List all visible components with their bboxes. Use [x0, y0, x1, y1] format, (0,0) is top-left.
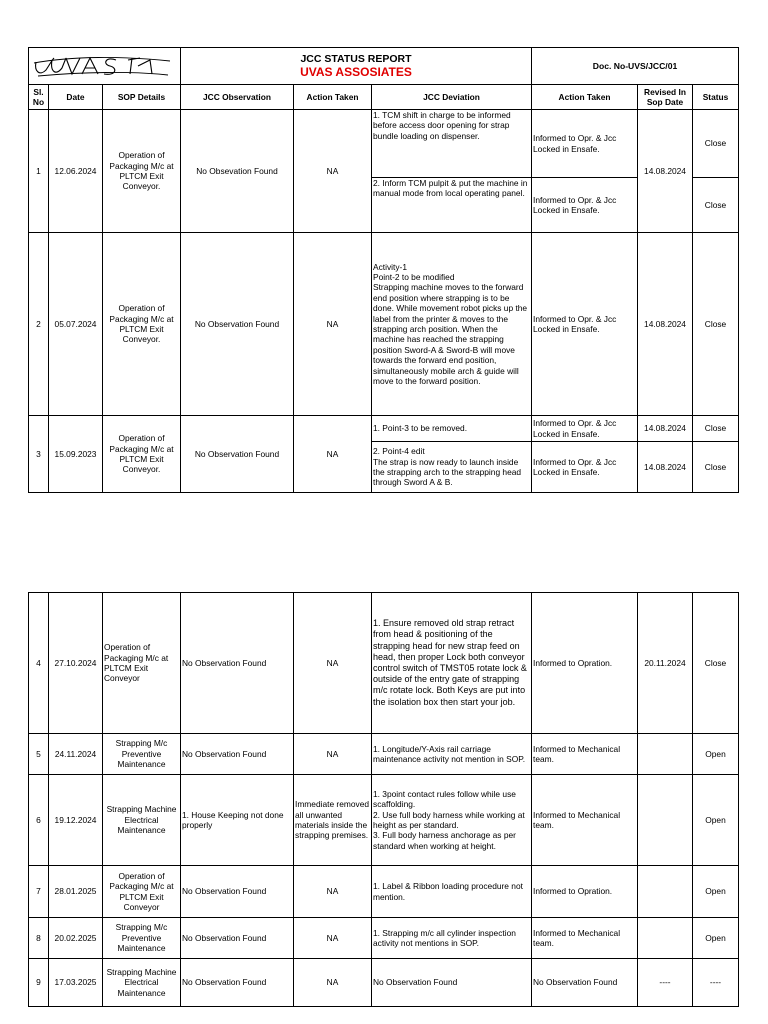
- cell-status: Close: [693, 233, 739, 416]
- table-row: [29, 959, 739, 1007]
- cell-revised-date: 14.08.2024: [638, 416, 693, 442]
- cell-action: NA: [294, 233, 372, 416]
- cell-revised-date: 20.11.2024: [638, 593, 693, 734]
- cell-sop: Strapping M/c Preventive Maintenance: [103, 734, 181, 775]
- table-row: [29, 233, 739, 416]
- cell-observation: No Observation Found: [181, 918, 294, 959]
- cell-observation: 1. House Keeping not done properly: [181, 775, 294, 866]
- cell-date: 17.03.2025: [49, 959, 103, 1007]
- cell-status: Open: [693, 775, 739, 866]
- deviation-line: 3. Full body harness anchorage as per standard when working at height.: [373, 830, 516, 851]
- cell-action-taken: Informed to Mechanical team.: [532, 918, 638, 959]
- cell-date: 20.02.2025: [49, 918, 103, 959]
- cell-sop: Operation of Packaging M/c at PLTCM Exit Conveyor.: [103, 233, 181, 416]
- company-name: UVAS ASSOSIATES: [300, 65, 412, 79]
- cell-deviation: 1. Ensure removed old strap retract from head & positioning of the strapping head for new strap feed on head, then proper Lock both conveyor control switch of TMST05 rotate lock & outside of the entry gate of strapping m/c rotate lock. Both Keys are put into the isolation box then start your job.: [372, 593, 532, 734]
- table-row: [29, 593, 739, 734]
- col-header-sl: Sl. No: [29, 85, 49, 110]
- cell-action-taken: Informed to Opr. & Jcc Locked in Ensafe.: [532, 442, 638, 493]
- cell-action: NA: [294, 959, 372, 1007]
- cell-deviation: 1. Point-3 to be removed.: [372, 416, 532, 442]
- cell-status: ----: [693, 959, 739, 1007]
- deviation-line: Activity-1: [373, 261, 407, 272]
- cell-action-taken: Informed to Opr. & Jcc Locked in Ensafe.: [532, 178, 638, 233]
- cell-date: 28.01.2025: [49, 866, 103, 918]
- cell-sop: Operation of Packaging M/c at PLTCM Exit Conveyor.: [103, 110, 181, 233]
- col-header-dev: JCC Deviation: [372, 85, 532, 110]
- col-header-date: Date: [49, 85, 103, 110]
- cell-deviation: [372, 442, 532, 493]
- cell-date: 15.09.2023: [49, 416, 103, 493]
- cell-observation: No Observation Found: [181, 959, 294, 1007]
- cell-sl: 6: [29, 775, 49, 866]
- cell-status: Close: [693, 442, 739, 493]
- col-header-revised: Revised In Sop Date: [638, 85, 693, 110]
- cell-action: NA: [294, 918, 372, 959]
- cell-revised-date: [638, 918, 693, 959]
- cell-sl: 4: [29, 593, 49, 734]
- cell-date: 24.11.2024: [49, 734, 103, 775]
- cell-deviation: 2. Inform TCM pulpit & put the machine in manual mode from local operating panel.: [372, 178, 532, 233]
- deviation-line: Strapping machine moves to the forward end position where strapping is to be done. While movement robot picks up the label from the printer & moves to the strapping arch position. When the machine has reached the strapping position Sword-A & Sword-B will move towards the forward end position, simultaneously mobile arch & guide will move to the forward position.: [373, 282, 528, 387]
- table-row: [29, 110, 739, 178]
- jcc-status-table-page2: [28, 592, 739, 1007]
- table-row: [29, 775, 739, 866]
- cell-action: NA: [294, 734, 372, 775]
- cell-observation: No Observation Found: [181, 866, 294, 918]
- cell-deviation: [372, 775, 532, 866]
- col-header-status: Status: [693, 85, 739, 110]
- table-row: [29, 866, 739, 918]
- cell-date: 12.06.2024: [49, 110, 103, 233]
- cell-observation: No Obsevation Found: [181, 110, 294, 233]
- cell-deviation: 1. Label & Ribbon loading procedure not mention.: [372, 866, 532, 918]
- cell-action: NA: [294, 593, 372, 734]
- cell-action: NA: [294, 416, 372, 493]
- jcc-status-table-page1: [28, 47, 739, 493]
- cell-date: 05.07.2024: [49, 233, 103, 416]
- cell-status: Open: [693, 866, 739, 918]
- cell-action-taken: Informed to Mechanical team.: [532, 734, 638, 775]
- cell-status: Close: [693, 178, 739, 233]
- report-title-cell: [181, 48, 532, 85]
- table-row: [29, 734, 739, 775]
- col-header-action1: Action Taken: [294, 85, 372, 110]
- col-header-action2: Action Taken: [532, 85, 638, 110]
- cell-deviation: No Observation Found: [372, 959, 532, 1007]
- cell-action-taken: Informed to Opration.: [532, 593, 638, 734]
- cell-revised-date: 14.08.2024: [638, 233, 693, 416]
- cell-action-taken: Informed to Opr. & Jcc Locked in Ensafe.: [532, 110, 638, 178]
- cell-deviation: [372, 233, 532, 416]
- cell-sop: Operation of Packaging M/c at PLTCM Exit Conveyor.: [103, 416, 181, 493]
- cell-status: Open: [693, 918, 739, 959]
- cell-action-taken: Informed to Opr. & Jcc Locked in Ensafe.: [532, 416, 638, 442]
- cell-action: NA: [294, 110, 372, 233]
- cell-sop: Strapping Machine Electrical Maintenance: [103, 959, 181, 1007]
- cell-observation: No Observation Found: [181, 416, 294, 493]
- cell-status: Close: [693, 416, 739, 442]
- cell-revised-date: [638, 866, 693, 918]
- cell-sl: 7: [29, 866, 49, 918]
- cell-deviation: 1. Longitude/Y-Axis rail carriage maintenance activity not mention in SOP.: [372, 734, 532, 775]
- cell-status: Close: [693, 110, 739, 178]
- cell-revised-date: ----: [638, 959, 693, 1007]
- cell-action-taken: Informed to Opr. & Jcc Locked in Ensafe.: [532, 233, 638, 416]
- cell-sop: Operation of Packaging M/c at PLTCM Exit Conveyor: [103, 866, 181, 918]
- col-header-sop: SOP Details: [103, 85, 181, 110]
- cell-status: Open: [693, 734, 739, 775]
- cell-sop: Operation of Packaging M/c at PLTCM Exit Conveyor: [103, 593, 181, 734]
- table-row: [29, 416, 739, 442]
- cell-date: 27.10.2024: [49, 593, 103, 734]
- cell-sl: 3: [29, 416, 49, 493]
- cell-revised-date: 14.08.2024: [638, 110, 693, 233]
- cell-revised-date: 14.08.2024: [638, 442, 693, 493]
- cell-sl: 5: [29, 734, 49, 775]
- cell-deviation: 1. TCM shift in charge to be informed before access door opening for strap bundle loading on dispenser.: [372, 110, 532, 178]
- table-row: [29, 918, 739, 959]
- cell-observation: No Observation Found: [181, 593, 294, 734]
- cell-revised-date: [638, 734, 693, 775]
- deviation-line: Point-2 to be modified: [373, 271, 455, 282]
- doc-number: Doc. No-UVS/JCC/01: [532, 48, 739, 85]
- report-title: JCC STATUS REPORT: [300, 53, 412, 65]
- cell-observation: No Observation Found: [181, 734, 294, 775]
- cell-status: Close: [693, 593, 739, 734]
- cell-sl: 9: [29, 959, 49, 1007]
- cell-action-taken: Informed to Mechanical team.: [532, 775, 638, 866]
- deviation-line: 2. Use full body harness while working at height as per standard.: [373, 809, 525, 830]
- cell-date: 19.12.2024: [49, 775, 103, 866]
- deviation-line: 1. 3point contact rules follow while use scaffolding.: [373, 788, 516, 810]
- cell-sl: 8: [29, 918, 49, 959]
- deviation-line: The strap is now ready to launch inside the strapping arch to the strapping head through Sword A & B.: [373, 456, 522, 488]
- cell-deviation: 1. Strapping m/c all cylinder inspection activity not mentions in SOP.: [372, 918, 532, 959]
- col-header-obs: JCC Observation: [181, 85, 294, 110]
- cell-action-taken: Informed to Opration.: [532, 866, 638, 918]
- cell-sl: 1: [29, 110, 49, 233]
- cell-action-taken: No Observation Found: [532, 959, 638, 1007]
- cell-sl: 2: [29, 233, 49, 416]
- cell-observation: No Observation Found: [181, 233, 294, 416]
- logo-cell: [29, 48, 181, 85]
- cell-action: Immediate removed all unwanted materials inside the strapping premises.: [294, 775, 372, 866]
- cell-action: NA: [294, 866, 372, 918]
- deviation-line: 2. Point-4 edit: [373, 446, 425, 457]
- uvas-logo-icon: [32, 52, 172, 82]
- cell-revised-date: [638, 775, 693, 866]
- cell-sop: Strapping M/c Preventive Maintenance: [103, 918, 181, 959]
- cell-sop: Strapping Machine Electrical Maintenance: [103, 775, 181, 866]
